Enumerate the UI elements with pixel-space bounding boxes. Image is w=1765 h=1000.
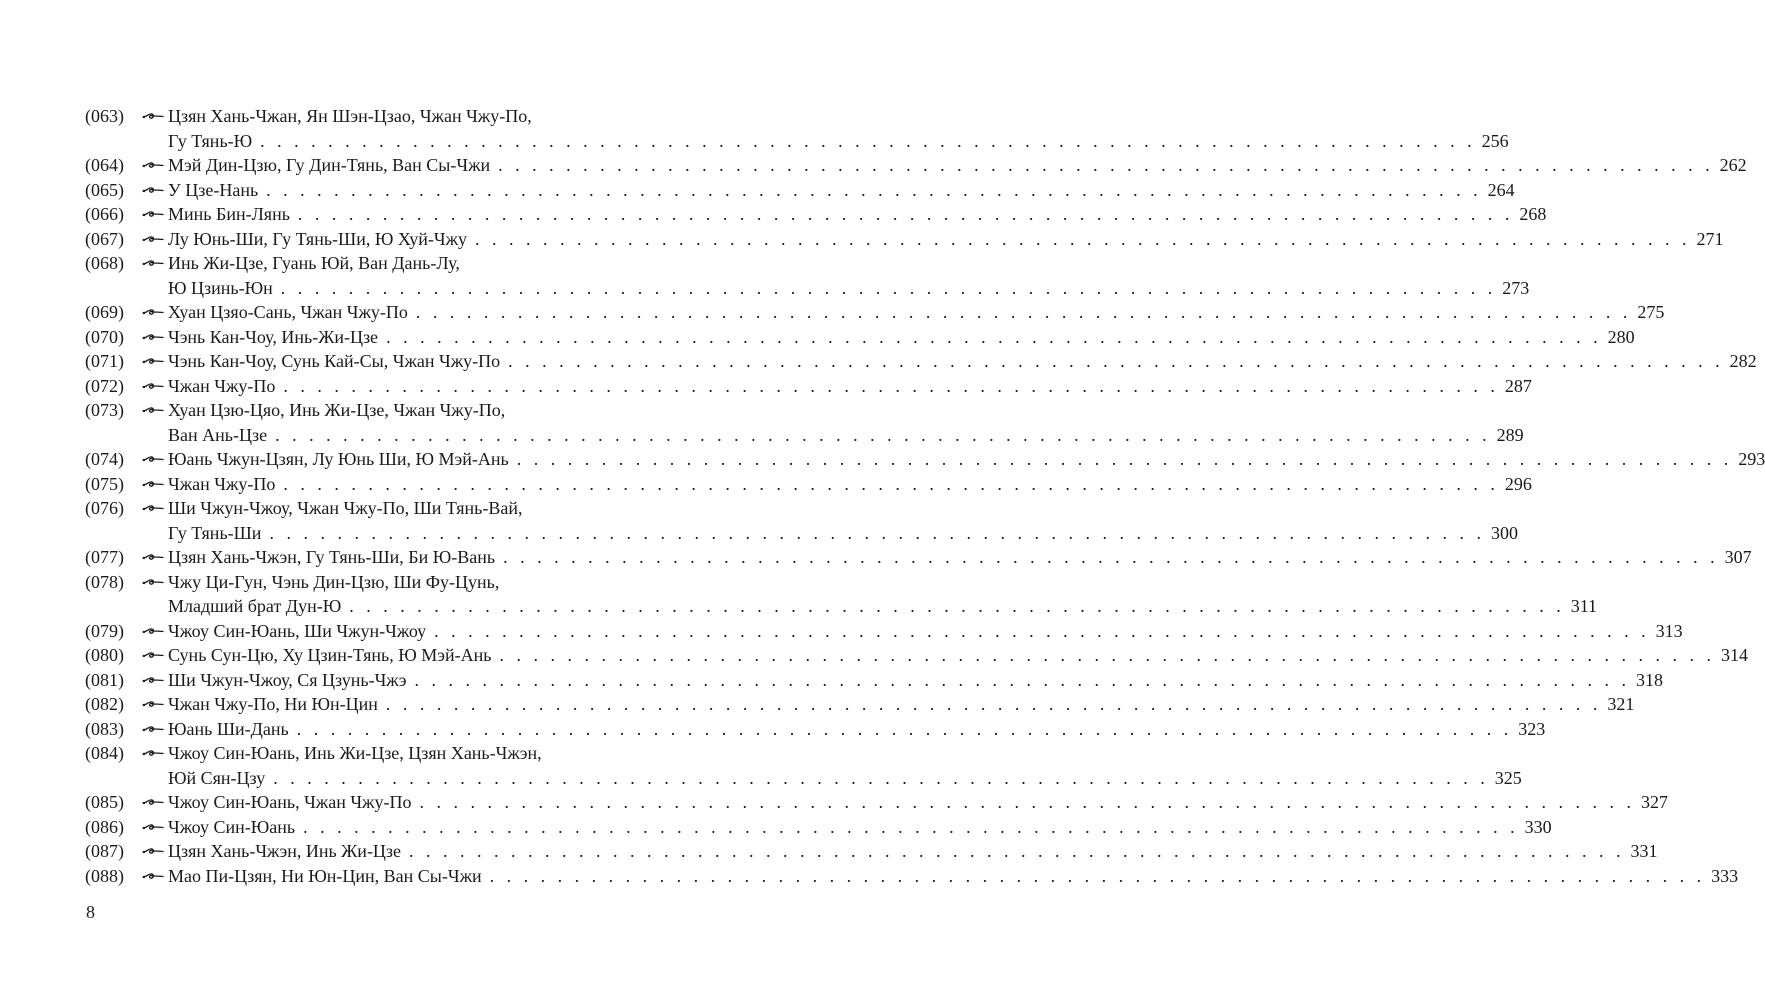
entry-page: 262 — [1719, 155, 1747, 175]
ornament-swirl-icon — [142, 864, 168, 889]
entry-line — [168, 864, 1738, 889]
dot-leader — [414, 668, 1630, 693]
dot-leader — [416, 300, 1632, 325]
entry-number: (078) — [85, 571, 124, 592]
toc-entry — [85, 717, 1546, 742]
entry-line — [168, 521, 1518, 546]
entry-text — [168, 692, 1634, 717]
entry-page: 323 — [1518, 718, 1546, 739]
ornament-swirl-icon — [142, 202, 168, 227]
entry-page: 307 — [1724, 547, 1752, 567]
entry-names: Ю Цзинь-Юн — [168, 277, 273, 298]
toc-entry — [85, 227, 1724, 252]
dot-leader — [269, 521, 1485, 546]
entry-page: 256 — [1481, 130, 1509, 151]
entry-page: 268 — [1519, 204, 1547, 224]
dot-leader — [303, 815, 1519, 840]
entry-page: 327 — [1640, 792, 1668, 812]
entry-text — [168, 570, 1597, 619]
toc-entry — [85, 178, 1515, 203]
dot-leader — [517, 447, 1733, 472]
entry-text — [168, 643, 1748, 668]
entry-text — [168, 374, 1532, 399]
ornament-swirl-icon — [142, 717, 168, 742]
entry-names: Юань Чжун-Цзян, Лу Юнь Ши, Ю Мэй-Ань — [168, 449, 509, 469]
entry-text — [168, 717, 1545, 742]
entry-names: Инь Жи-Цзе, Гуань Юй, Ван Дань-Лу, — [168, 253, 460, 273]
ornament-swirl-icon — [142, 153, 168, 178]
entry-line — [168, 276, 1529, 301]
entry-text — [168, 815, 1552, 840]
entry-names: Лу Юнь-Ши, Гу Тянь-Ши, Ю Хуй-Чжу — [168, 228, 468, 249]
ornament-swirl-icon — [142, 619, 168, 644]
entry-page: 331 — [1630, 841, 1658, 861]
entry-line — [168, 594, 1597, 619]
ornament-swirl-icon — [142, 839, 168, 864]
entry-number: (067) — [85, 228, 124, 249]
dot-leader — [499, 643, 1715, 668]
ornament-swirl-icon — [142, 398, 168, 423]
entry-line — [168, 472, 1532, 497]
entry-names: Чжан Чжу-По — [168, 473, 276, 494]
entry-line — [168, 251, 1529, 276]
entry-page: 293 — [1738, 449, 1765, 469]
entry-line — [168, 227, 1724, 252]
entry-text — [168, 496, 1518, 545]
entry-page: 311 — [1570, 596, 1598, 616]
entry-text — [168, 153, 1747, 178]
dot-leader — [503, 545, 1719, 570]
entry-page: 314 — [1720, 645, 1748, 665]
entry-text — [168, 619, 1683, 644]
toc-entry — [85, 496, 1518, 545]
entry-number: (064) — [85, 155, 124, 175]
dot-leader — [386, 325, 1602, 350]
dot-leader — [275, 423, 1491, 448]
entry-text — [168, 790, 1668, 815]
ornament-swirl-icon — [142, 300, 168, 325]
entry-page: 325 — [1494, 767, 1522, 788]
entry-line — [168, 104, 1509, 129]
dot-leader — [419, 790, 1635, 815]
entry-page: 264 — [1487, 179, 1515, 200]
toc-entry — [85, 153, 1747, 178]
entry-names: Младший брат Дун-Ю — [168, 596, 342, 616]
dot-leader — [508, 349, 1724, 374]
entry-page: 273 — [1502, 277, 1530, 298]
entry-page: 313 — [1655, 620, 1683, 641]
entry-text — [168, 251, 1529, 300]
entry-number: (069) — [85, 302, 124, 322]
ornament-swirl-icon — [142, 545, 168, 570]
entry-page: 333 — [1711, 865, 1739, 886]
entry-number: (077) — [85, 547, 124, 567]
toc-entry — [85, 202, 1547, 227]
entry-text — [168, 472, 1532, 497]
entry-names: Чжан Чжу-По — [168, 375, 276, 396]
entry-page: 289 — [1496, 424, 1524, 445]
entry-number: (084) — [85, 743, 124, 763]
entry-page: 300 — [1490, 522, 1518, 543]
toc-entry — [85, 104, 1509, 153]
entry-line — [168, 447, 1765, 472]
entry-number: (068) — [85, 253, 124, 273]
dot-leader — [297, 717, 1513, 742]
entry-text — [168, 300, 1664, 325]
entry-names: Хуан Цзяо-Сань, Чжан Чжу-По — [168, 302, 408, 322]
toc-entry — [85, 815, 1552, 840]
entry-number: (072) — [85, 375, 124, 396]
ornament-swirl-icon — [142, 496, 168, 521]
entry-names: Мао Пи-Цзян, Ни Юн-Цин, Ван Сы-Чжи — [168, 865, 482, 886]
entry-number: (075) — [85, 473, 124, 494]
entry-number: (080) — [85, 645, 124, 665]
ornament-swirl-icon — [142, 815, 168, 840]
entry-line — [168, 202, 1546, 227]
table-of-contents — [85, 104, 1765, 888]
entry-names: Чжу Ци-Гун, Чэнь Дин-Цзю, Ши Фу-Цунь, — [168, 571, 500, 592]
toc-entry — [85, 741, 1522, 790]
ornament-swirl-icon — [142, 668, 168, 693]
entry-line — [168, 178, 1515, 203]
ornament-swirl-icon — [142, 570, 168, 595]
entry-line — [168, 668, 1663, 693]
entry-number: (063) — [85, 106, 124, 126]
dot-leader — [283, 472, 1499, 497]
entry-line — [168, 741, 1522, 766]
entry-line — [168, 129, 1509, 154]
toc-entry — [85, 668, 1663, 693]
entry-names: Чэнь Кан-Чоу, Инь-Жи-Цзе — [168, 326, 379, 347]
entry-names: Хуан Цзю-Цяо, Инь Жи-Цзе, Чжан Чжу-По, — [168, 400, 506, 420]
entry-names: Ши Чжун-Чжоу, Ся Цзунь-Чжэ — [168, 669, 407, 690]
dot-leader — [434, 619, 1650, 644]
dot-leader — [260, 129, 1476, 154]
entry-number: (086) — [85, 816, 124, 837]
entry-line — [168, 423, 1524, 448]
entry-page: 275 — [1637, 302, 1665, 322]
toc-entry — [85, 374, 1532, 399]
dot-leader — [283, 374, 1499, 399]
ornament-swirl-icon — [142, 104, 168, 129]
toc-entry — [85, 864, 1739, 889]
toc-entry — [85, 790, 1668, 815]
entry-names: Гу Тянь-Ю — [168, 130, 253, 151]
entry-line — [168, 398, 1524, 423]
entry-names: Ши Чжун-Чжоу, Чжан Чжу-По, Ши Тянь-Вай, — [168, 498, 523, 518]
entry-names: Цзян Хань-Чжэн, Инь Жи-Цзе — [168, 841, 402, 861]
entry-line — [168, 790, 1668, 815]
toc-entry — [85, 398, 1524, 447]
dot-leader — [273, 766, 1489, 791]
entry-number: (079) — [85, 620, 124, 641]
entry-page: 280 — [1607, 326, 1635, 347]
entry-names: Цзян Хань-Чжэн, Гу Тянь-Ши, Би Ю-Вань — [168, 547, 496, 567]
entry-line — [168, 815, 1552, 840]
entry-number: (066) — [85, 204, 124, 224]
ornament-swirl-icon — [142, 447, 168, 472]
entry-line — [168, 692, 1634, 717]
toc-entry — [85, 325, 1635, 350]
ornament-swirl-icon — [142, 741, 168, 766]
entry-number: (083) — [85, 718, 124, 739]
entry-names: Мэй Дин-Цзю, Гу Дин-Тянь, Ван Сы-Чжи — [168, 155, 491, 175]
entry-page: 296 — [1504, 473, 1532, 494]
toc-entry — [85, 839, 1658, 864]
entry-names: У Цзе-Нань — [168, 179, 259, 200]
entry-names: Чжоу Син-Юань — [168, 816, 296, 837]
entry-names: Чэнь Кан-Чоу, Сунь Кай-Сы, Чжан Чжу-По — [168, 351, 501, 371]
entry-number: (087) — [85, 841, 124, 861]
entry-text — [168, 325, 1635, 350]
entry-line — [168, 325, 1635, 350]
entry-names: Сунь Сун-Цю, Ху Цзин-Тянь, Ю Мэй-Ань — [168, 645, 492, 665]
entry-number: (070) — [85, 326, 124, 347]
toc-entry — [85, 447, 1765, 472]
ornament-swirl-icon — [142, 643, 168, 668]
dot-leader — [281, 276, 1497, 301]
dot-leader — [386, 692, 1602, 717]
entry-text — [168, 398, 1524, 447]
entry-line — [168, 349, 1757, 374]
ornament-swirl-icon — [142, 374, 168, 399]
entry-text — [168, 227, 1724, 252]
entry-text — [168, 104, 1509, 153]
ornament-swirl-icon — [142, 178, 168, 203]
entry-number: (071) — [85, 351, 124, 371]
ornament-swirl-icon — [142, 251, 168, 276]
entry-number: (073) — [85, 400, 124, 420]
entry-text — [168, 545, 1752, 570]
entry-text — [168, 178, 1515, 203]
entry-names: Юй Сян-Цзу — [168, 767, 266, 788]
dot-leader — [266, 178, 1482, 203]
entry-text — [168, 839, 1658, 864]
entry-names: Чжоу Син-Юань, Инь Жи-Цзе, Цзян Хань-Чжэн, — [168, 743, 542, 763]
entry-names: Юань Ши-Дань — [168, 718, 289, 739]
entry-line — [168, 545, 1752, 570]
entry-number: (088) — [85, 865, 124, 886]
toc-entry — [85, 619, 1683, 644]
entry-names: Чжоу Син-Юань, Чжан Чжу-По — [168, 792, 412, 812]
entry-page: 287 — [1504, 375, 1532, 396]
ornament-swirl-icon — [142, 349, 168, 374]
entry-text — [168, 447, 1765, 472]
entry-line — [168, 643, 1748, 668]
entry-text — [168, 741, 1522, 790]
entry-line — [168, 374, 1532, 399]
dot-leader — [498, 153, 1714, 178]
ornament-swirl-icon — [142, 227, 168, 252]
entry-line — [168, 766, 1522, 791]
entry-number: (085) — [85, 792, 124, 812]
toc-entry — [85, 545, 1752, 570]
dot-leader — [409, 839, 1625, 864]
entry-text — [168, 668, 1663, 693]
ornament-swirl-icon — [142, 790, 168, 815]
toc-entry — [85, 692, 1635, 717]
page-number: 8 — [86, 902, 95, 922]
entry-names: Чжоу Син-Юань, Ши Чжун-Чжоу — [168, 620, 427, 641]
entry-number: (065) — [85, 179, 124, 200]
toc-entry — [85, 251, 1530, 300]
dot-leader — [349, 594, 1565, 619]
entry-line — [168, 717, 1545, 742]
entry-number: (076) — [85, 498, 124, 518]
entry-line — [168, 300, 1664, 325]
entry-page: 318 — [1635, 669, 1663, 690]
ornament-swirl-icon — [142, 472, 168, 497]
entry-names: Минь Бин-Лянь — [168, 204, 290, 224]
toc-entry — [85, 349, 1757, 374]
toc-entry — [85, 472, 1532, 497]
entry-number: (074) — [85, 449, 124, 469]
entry-text — [168, 202, 1546, 227]
entry-number: (081) — [85, 669, 124, 690]
entry-names: Чжан Чжу-По, Ни Юн-Цин — [168, 694, 378, 714]
entry-line — [168, 153, 1747, 178]
entry-page: 330 — [1524, 816, 1552, 837]
entry-names: Гу Тянь-Ши — [168, 522, 262, 543]
entry-line — [168, 839, 1658, 864]
dot-leader — [490, 864, 1706, 889]
entry-line — [168, 570, 1597, 595]
entry-text — [168, 349, 1757, 374]
dot-leader — [475, 227, 1691, 252]
entry-names: Ван Ань-Цзе — [168, 424, 268, 445]
toc-entry — [85, 300, 1665, 325]
entry-names: Цзян Хань-Чжан, Ян Шэн-Цзао, Чжан Чжу-По, — [168, 106, 532, 126]
dot-leader — [298, 202, 1514, 227]
entry-page: 321 — [1607, 694, 1635, 714]
toc-entry — [85, 643, 1748, 668]
entry-page: 282 — [1729, 351, 1757, 371]
entry-page: 271 — [1696, 228, 1724, 249]
entry-text — [168, 864, 1738, 889]
toc-entry — [85, 570, 1598, 619]
entry-line — [168, 496, 1518, 521]
entry-line — [168, 619, 1683, 644]
ornament-swirl-icon — [142, 325, 168, 350]
entry-number: (082) — [85, 694, 124, 714]
ornament-swirl-icon — [142, 692, 168, 717]
